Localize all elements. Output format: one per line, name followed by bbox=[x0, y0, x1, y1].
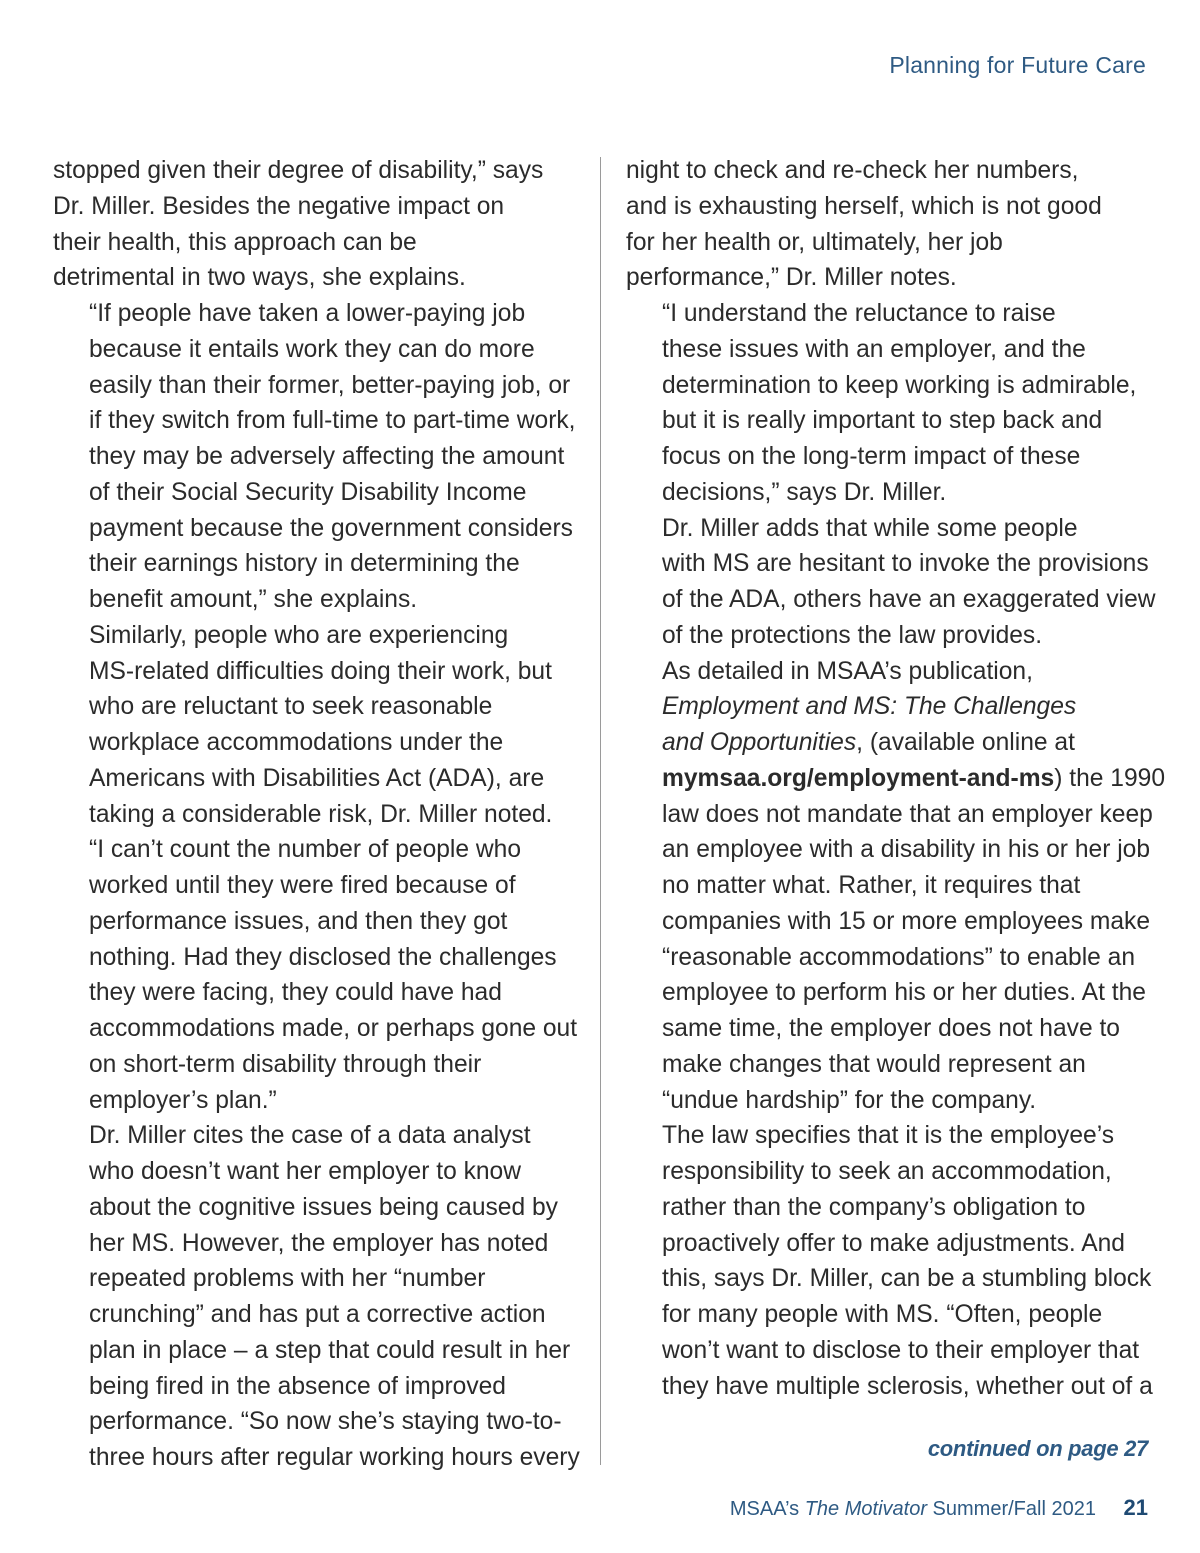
text-line: MS-related difficulties doing their work, but bbox=[89, 657, 552, 685]
text-line: decisions,” says Dr. Miller. bbox=[662, 478, 947, 506]
text-line: crunching” and has put a corrective action bbox=[89, 1301, 546, 1328]
text-line: night to check and re-check her numbers, bbox=[626, 157, 1079, 184]
text-line: if they switch from full-time to part-time work, bbox=[89, 407, 576, 435]
continued-notice: continued on page 27 bbox=[927, 1436, 1148, 1461]
paragraph bbox=[626, 1118, 1156, 1404]
text-line: “I understand the reluctance to raise bbox=[662, 300, 1056, 327]
paragraph bbox=[53, 618, 578, 1119]
text-line: easily than their former, better-paying job, or bbox=[89, 371, 571, 399]
text-line: benefit amount,” she explains. bbox=[89, 586, 418, 613]
paragraph bbox=[626, 296, 1156, 511]
text-line: being fired in the absence of improved bbox=[89, 1372, 506, 1400]
text-line: Dr. Miller cites the case of a data analyst bbox=[89, 1122, 531, 1150]
text-line: performance. “So now she’s staying two-to- bbox=[89, 1408, 562, 1436]
text-line: make changes that would represent an bbox=[662, 1050, 1086, 1078]
text-line: of the protections the law provides. bbox=[662, 621, 1043, 649]
text-line: determination to keep working is admirable, bbox=[662, 371, 1137, 399]
text-line: no matter what. Rather, it requires that bbox=[662, 872, 1081, 899]
text-line: Dr. Miller. Besides the negative impact on bbox=[53, 192, 505, 220]
text-line: same time, the employer does not have to bbox=[662, 1015, 1120, 1042]
text-line: companies with 15 or more employees make bbox=[662, 907, 1150, 935]
text-line: detrimental in two ways, she explains. bbox=[53, 264, 466, 292]
text-line: won’t want to disclose to their employer that bbox=[662, 1336, 1140, 1364]
paragraph bbox=[53, 1118, 578, 1476]
text-line: who doesn’t want her employer to know bbox=[89, 1158, 521, 1185]
footer-publisher: MSAA’s bbox=[729, 1498, 800, 1520]
footer-publication-title: The Motivator bbox=[804, 1498, 927, 1520]
text-line: As detailed in MSAA’s publication, bbox=[662, 657, 1033, 685]
text-line: for her health or, ultimately, her job bbox=[626, 228, 1003, 256]
text-line: employee to perform his or her duties. At the bbox=[662, 979, 1146, 1007]
text-line: her MS. However, the employer has noted bbox=[89, 1229, 549, 1257]
paragraph bbox=[626, 654, 1166, 1119]
text-line: payment because the government considers bbox=[89, 514, 573, 542]
paragraph bbox=[626, 511, 1156, 654]
text-line: nothing. Had they disclosed the challenges bbox=[89, 943, 557, 971]
paragraph bbox=[626, 153, 1156, 296]
text-line: workplace accommodations under the bbox=[89, 729, 504, 756]
text-line bbox=[626, 761, 1166, 797]
text-line: law does not mandate that an employer keep bbox=[662, 800, 1153, 828]
text-line: about the cognitive issues being caused by bbox=[89, 1193, 558, 1221]
text-line: accommodations made, or perhaps gone out bbox=[89, 1015, 578, 1042]
column-divider bbox=[600, 157, 601, 1465]
text-line bbox=[626, 725, 1156, 761]
text-line: with MS are hesitant to invoke the provisions bbox=[662, 550, 1149, 578]
text-line: and is exhausting herself, which is not good bbox=[626, 192, 1102, 220]
text-line: worked until they were fired because of bbox=[89, 872, 516, 899]
text-line: three hours after regular working hours every bbox=[89, 1444, 580, 1471]
section-header: Planning for Future Care bbox=[889, 52, 1146, 78]
text-fragment: , (available online at bbox=[856, 729, 1075, 756]
text-line: who are reluctant to seek reasonable bbox=[89, 693, 493, 721]
text-line: these issues with an employer, and the bbox=[662, 335, 1086, 363]
text-line: of their Social Security Disability Income bbox=[89, 478, 527, 506]
paragraph bbox=[53, 296, 578, 618]
text-line: “If people have taken a lower-paying job bbox=[89, 300, 526, 327]
text-line: stopped given their degree of disability,” says bbox=[53, 157, 544, 184]
text-line: performance issues, and then they got bbox=[89, 907, 508, 935]
text-line: “reasonable accommodations” to enable an bbox=[662, 943, 1136, 971]
text-line: their earnings history in determining the bbox=[89, 550, 520, 578]
text-line: they were facing, they could have had bbox=[89, 979, 502, 1007]
publication-link[interactable]: mymsaa.org/employment-and-ms bbox=[662, 764, 1055, 792]
text-line: because it entails work they can do more bbox=[89, 335, 535, 363]
text-line: Dr. Miller adds that while some people bbox=[662, 514, 1078, 542]
text-line bbox=[626, 689, 1156, 725]
left-column bbox=[53, 153, 578, 1476]
text-line: this, says Dr. Miller, can be a stumbling block bbox=[662, 1265, 1152, 1293]
text-line: they have multiple sclerosis, whether out of a bbox=[662, 1372, 1153, 1400]
text-line: focus on the long-term impact of these bbox=[662, 443, 1081, 470]
text-line: repeated problems with her “number bbox=[89, 1265, 486, 1293]
page-number: 21 bbox=[1123, 1495, 1148, 1520]
text-line: rather than the company’s obligation to bbox=[662, 1193, 1086, 1221]
text-line: “I can’t count the number of people who bbox=[89, 836, 522, 864]
text-line: “undue hardship” for the company. bbox=[662, 1086, 1037, 1114]
publication-title: and Opportunities bbox=[662, 729, 857, 756]
text-line: performance,” Dr. Miller notes. bbox=[626, 264, 957, 292]
footer-issue: Summer/Fall 2021 bbox=[932, 1498, 1096, 1520]
text-line: their health, this approach can be bbox=[53, 228, 417, 256]
right-column bbox=[626, 153, 1166, 1404]
text-line: they may be adversely affecting the amount bbox=[89, 443, 565, 470]
text-line: proactively offer to make adjustments. And bbox=[662, 1229, 1125, 1257]
page-footer bbox=[730, 1495, 1148, 1521]
text-line: an employee with a disability in his or her job bbox=[662, 836, 1151, 864]
publication-title: Employment and MS: The Challenges bbox=[662, 693, 1077, 721]
text-line: responsibility to seek an accommodation, bbox=[662, 1158, 1112, 1185]
text-line: The law specifies that it is the employee’s bbox=[662, 1122, 1115, 1150]
text-line: of the ADA, others have an exaggerated view bbox=[662, 586, 1156, 613]
text-fragment: ) the 1990 bbox=[1054, 764, 1166, 792]
paragraph bbox=[53, 153, 578, 296]
text-line: employer’s plan.” bbox=[89, 1086, 277, 1114]
text-line: Similarly, people who are experiencing bbox=[89, 621, 509, 649]
text-line: Americans with Disabilities Act (ADA), are bbox=[89, 764, 545, 792]
text-line: but it is really important to step back and bbox=[662, 407, 1103, 435]
text-line: taking a considerable risk, Dr. Miller noted. bbox=[89, 800, 553, 828]
text-line: for many people with MS. “Often, people bbox=[662, 1301, 1103, 1328]
text-line: plan in place – a step that could result in her bbox=[89, 1336, 571, 1364]
text-line: on short-term disability through their bbox=[89, 1050, 482, 1078]
